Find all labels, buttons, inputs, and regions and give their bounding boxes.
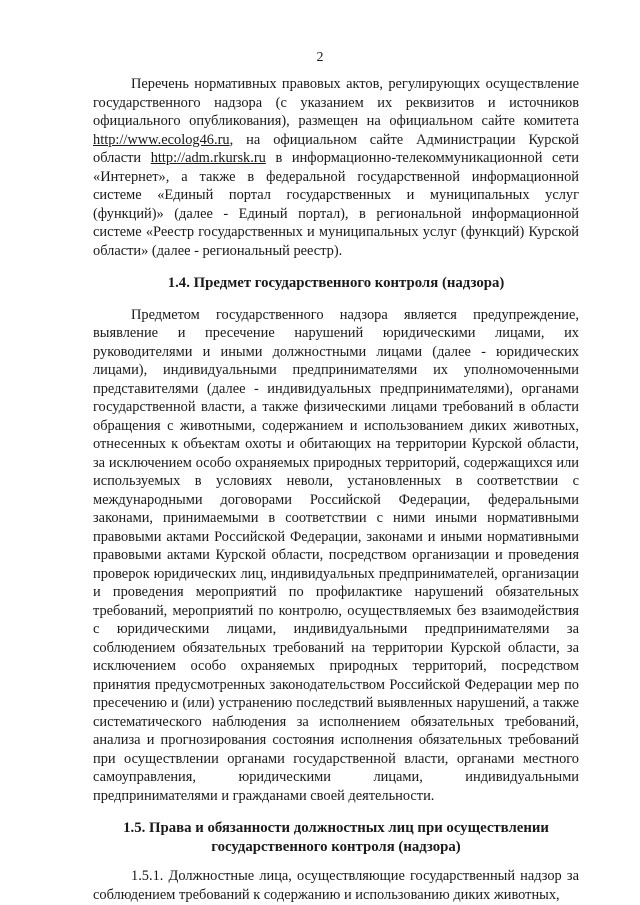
- intro-text-1: Перечень нормативных правовых актов, регулирующих осуществление государственного надзора (с указанием их реквизитов и источников официального опубликования), размещен на официальном сайте комитета: [93, 76, 579, 129]
- ecolog-site-link[interactable]: http://www.ecolog46.ru: [93, 131, 230, 148]
- section-1-5-1-paragraph: 1.5.1. Должностные лица, осуществляющие государственный надзор за соблюдением требований к содержанию и использованию диких животных,: [93, 868, 579, 903]
- section-1-5-heading: [93, 819, 579, 856]
- section-1-4-heading: 1.4. Предмет государственного контроля (надзора): [167, 275, 505, 291]
- administration-site-link[interactable]: http://adm.rkursk.ru: [150, 150, 266, 166]
- intro-text-2: , на официальном сайте Администрации Курской области: [93, 131, 579, 166]
- section-1-5-heading-line-2: государственного контроля (надзора): [211, 838, 461, 855]
- intro-paragraph: [93, 75, 579, 260]
- intro-text-3: в информационно-телекоммуникационной сети «Интернет», а также в федеральной государственной информационной системе «Единый портал государственных и муниципальных услуг (функций)» (далее - Единый портал), в региональной информационной системе «Реестр государственных и муниципальных услуг (функций) Курской области» (далее - региональный реестр).: [93, 150, 579, 259]
- document-body: [93, 75, 579, 904]
- page-number: 2: [316, 50, 324, 65]
- section-1-5-heading-line-1: 1.5. Права и обязанности должностных лиц при осуществлении: [123, 820, 549, 836]
- section-1-4-paragraph: Предметом государственного надзора является предупреждение, выявление и пресечение нарушений юридическими лицами, их руководителями и иными должностными лицами (далее - юридических лицами), индивидуальными предпринимателями их уполномоченными представителями (далее - индивидуальных предпринимателями), органами государственной власти, а также физическими лицами требований в области обращения с животными, содержанием и использованием диких животных, отнесенных к объектам охоты и обитающих на территории Курской области, за исключением особо охраняемых природных территорий, содержащихся или используемых в условиях неволи, установленных в соответствии с международными договорами Российской Федерации, федеральными законами, принимаемыми в соответствии с ними иными нормативными правовыми актами Российской Федерации, законами и иными нормативными правовыми актами Курской области, посредством организации и проведения проверок юридических лиц, индивидуальных предпринимателей, организации и проведения мероприятий по профилактике нарушений обязательных требований, мероприятий по контролю, осуществляемых без взаимодействия с юридическими лицами, индивидуальными предпринимателями за соблюдением обязательных требований на территории Курской области, за исключением особо охраняемых природных территорий, посредством принятия предусмотренных законодательством Российской Федерации мер по пресечению и (или) устранению последствий выявленных нарушений, а также систематического наблюдения за исполнением обязательных требований, анализа и прогнозирования состояния исполнения обязательных требований при осуществлении органами государственной власти, органами местного самоуправления, юридическими лицами, индивидуальными предпринимателями и гражданами своей деятельности.: [93, 306, 579, 804]
